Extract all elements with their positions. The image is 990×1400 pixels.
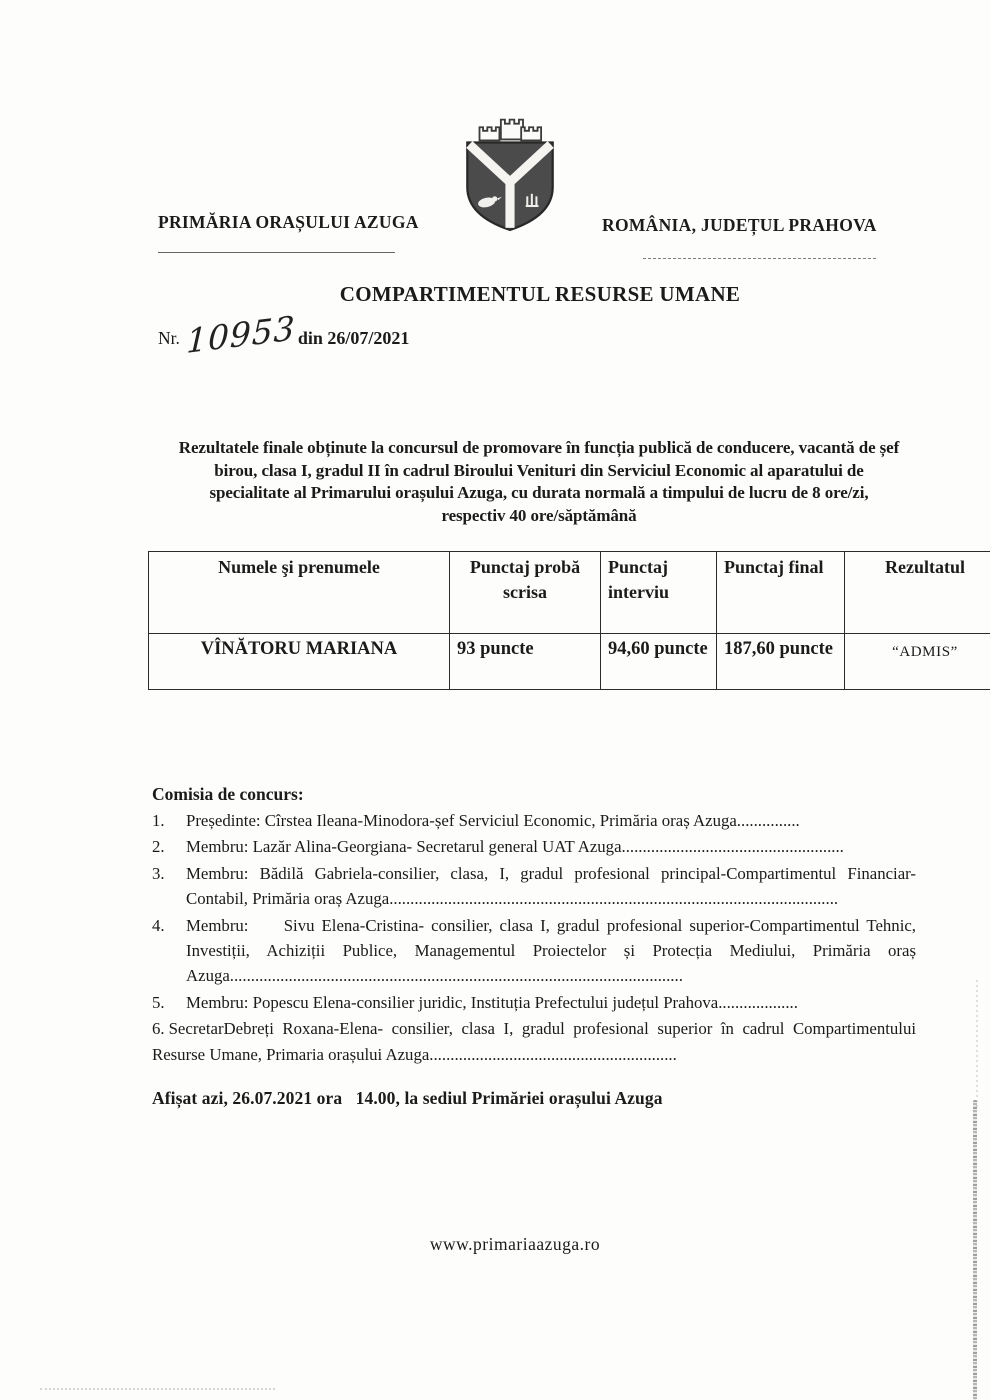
issuer-title: PRIMĂRIA ORAȘULUI AZUGA: [158, 212, 419, 232]
country-county-title: ROMÂNIA, JUDEȚUL PRAHOVA: [602, 215, 877, 235]
cell-final-score: 187,60 puncte: [717, 634, 845, 690]
number-date: din 26/07/2021: [297, 328, 410, 348]
results-table: [148, 551, 990, 690]
results-intro-paragraph: Rezultatele finale obținute la concursul de promovare în funcția publică de conducere, vacantă de șef birou, clasa I, gradul II în cadrul Biroului Venituri din Serviciul Economic al aparatului de specialitate al Primarului orașului Azuga, cu durata normală a timpului de lucru de 8 ore/zi, respectiv 40 ore/săptămână: [178, 438, 900, 525]
committee-heading: Comisia de concurs:: [152, 784, 304, 804]
posted-note: Afișat azi, 26.07.2021 ora 14.00, la sediul Primăriei orașului Azuga: [152, 1088, 663, 1108]
member-number: 2.: [152, 837, 165, 857]
page-title: COMPARTIMENTUL RESURSE UMANE: [339, 282, 741, 306]
header-rule-right: [643, 258, 876, 259]
member-text: Președinte: Cîrstea Ileana-Minodora-șef Serviciul Economic, Primăria oraș Azuga...............: [186, 811, 800, 830]
scan-artifact-streak-faint: [976, 980, 978, 1110]
member-text: Membru: Sivu Elena-Cristina- consilier, clasa I, gradul profesional superior-Compartimentul Tehnic, Investiții, Achiziții Publice, Managementul Proiectelor și Protecția Mediului, Primăria oraș Azuga............................................................................................................: [186, 915, 916, 986]
member-number: 4.: [152, 915, 165, 935]
cell-interview-score: 94,60 puncte: [601, 634, 717, 690]
col-header-interview-score: Punctaj interviu: [601, 552, 717, 634]
committee-secretary: [152, 1016, 916, 1067]
cell-result: “ADMIS”: [845, 634, 990, 690]
cell-candidate-name: VÎNĂTORU MARIANA: [149, 634, 450, 690]
header-rule-left: [158, 252, 395, 253]
table-header-row: [149, 552, 990, 634]
committee-member: [152, 861, 916, 912]
member-text: Membru: Popescu Elena-consilier juridic, Instituția Prefectului județul Prahova...................: [186, 992, 798, 1012]
col-header-final-score: Punctaj final: [717, 552, 845, 634]
member-number: 3.: [152, 863, 165, 883]
member-text: Membru: Bădilă Gabriela-consilier, clasa, I, gradul profesional principal-Compartimentul Financiar-Contabil, Primăria oraș Azuga...........................................................................................................: [186, 863, 916, 909]
member-number: 1.: [152, 811, 165, 830]
website-url: www.primariaazuga.ro: [429, 1234, 601, 1254]
registration-number-line: [158, 308, 410, 361]
committee-member: [152, 990, 916, 1015]
member-number: 6.: [152, 1019, 165, 1039]
cell-written-score: 93 puncte: [450, 634, 601, 690]
col-header-written-score: Punctaj probă scrisa: [450, 552, 601, 634]
member-text: SecretarDebreți Roxana-Elena- consilier, clasa I, gradul profesional superior în cadrul Compartimentului Resurse Umane, Primaria orașului Azuga...........................................................: [152, 1019, 916, 1064]
col-header-name: Numele şi prenumele: [149, 552, 450, 634]
member-number: 5.: [152, 992, 165, 1012]
member-text: Membru: Lazăr Alina-Georgiana- Secretarul general UAT Azuga.....................................................: [186, 837, 844, 857]
coat-of-arms-icon: [452, 112, 568, 236]
number-prefix: Nr.: [158, 328, 180, 348]
table-row: [149, 634, 990, 690]
committee-member: [152, 913, 916, 989]
committee-member: [152, 834, 916, 859]
scan-artifact-specks: [40, 1388, 275, 1390]
scan-artifact-streak: [973, 1100, 977, 1400]
col-header-result: Rezultatul: [845, 552, 990, 634]
handwritten-number: 10953: [185, 308, 297, 361]
committee-list: [152, 808, 916, 1068]
committee-member: [152, 808, 916, 833]
